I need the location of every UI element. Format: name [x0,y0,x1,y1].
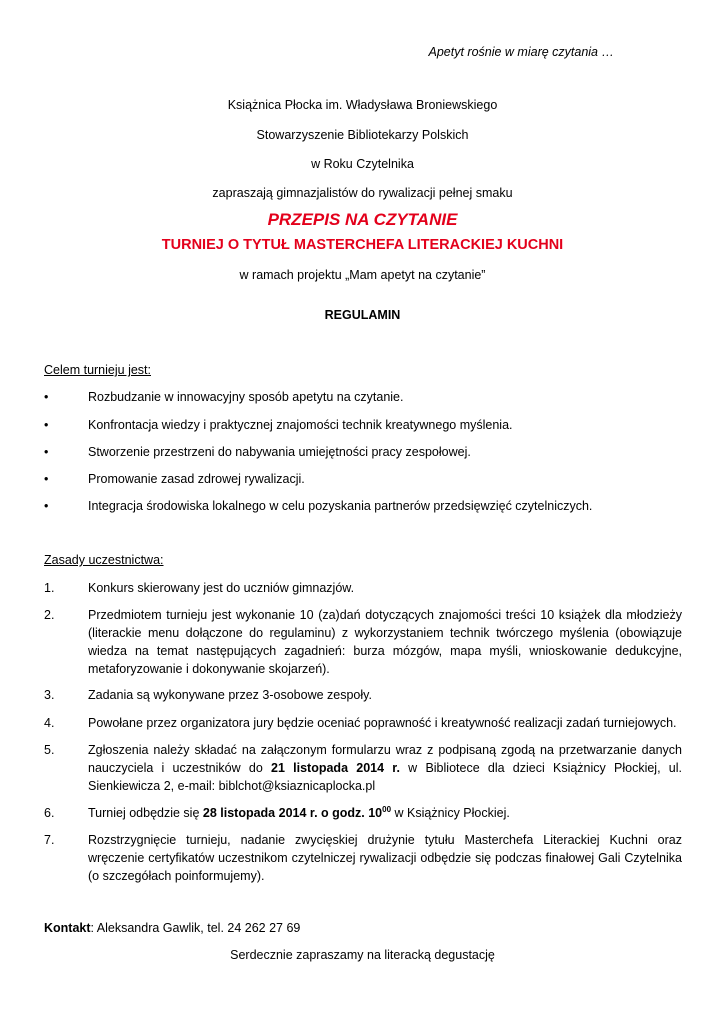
goal-text: Integracja środowiska lokalnego w celu pozyskania partnerów przedsięwzięć czytelniczych. [88,499,593,513]
organizer-association: Stowarzyszenie Bibliotekarzy Polskich [256,128,469,142]
event-date: 28 listopada 2014 r. o godz. 10 [202,806,383,820]
rule-text-part: w Bibliotece dla dzieci Książnicy Płockiej, ul. Sienkiewicza 2, e-mail: biblchot@ksiaznicaplocka.pl [88,761,682,793]
contact-label: Kontakt [44,921,91,935]
rule-text-part: w Książnicy Płockiej. [391,806,510,820]
rule-text-part: Zgłoszenia należy składać na załączonym formularzu wraz z podpisaną zgodą na przetwarzanie danych nauczyciela i uczestników do [88,743,682,775]
rule-text: Powołane przez organizatora jury będzie oceniać poprawność i kreatywność realizacji zadań turniejowych. [88,716,677,730]
rule-text: Zadania są wykonywane przez 3-osobowe zespoły. [88,688,372,702]
organizer-library: Książnica Płocka im. Władysława Broniewskiego [227,98,498,112]
bullet: • [44,499,49,513]
organizer-year: w Roku Czytelnika [311,157,414,171]
invitation-line: zapraszają gimnazjalistów do rywalizacji pełnej smaku [212,186,513,200]
rule-text-part: Turniej odbędzie się [88,806,203,820]
subtitle: TURNIEJ O TYTUŁ MASTERCHEFA LITERACKIEJ KUCHNI [161,237,564,253]
rule-text [88,741,682,795]
rule-text: Przedmiotem turnieju jest wykonanie 10 (za)dań dotyczących znajomości treści 10 książek dla młodzieży (literackie menu dołączone do regulaminu) z wykorzystaniem technik twórczego myślenia (obowiązuje wiedza na temat następujących zagadnień: burza mózgów, mapa myśli, wnioskowanie dedukcyjne, metaforyzowanie i dokonywanie skojarzeń). [88,608,682,676]
bullet: • [44,445,49,459]
rule-number: 7. [44,833,55,847]
contact-line [44,919,300,937]
bullet: • [44,390,49,404]
project-line: w ramach projektu „Mam apetyt na czytanie” [239,268,486,282]
goal-text: Rozbudzanie w innowacyjny sposób apetytu na czytanie. [88,390,404,404]
closing-invitation: Serdecznie zapraszamy na literacką degustację [230,948,495,962]
bullet: • [44,472,49,486]
rule-number: 3. [44,688,55,702]
regulamin-heading: REGULAMIN [324,308,401,322]
rule-text [88,804,682,822]
goals-heading: Celem turnieju jest: [44,363,151,377]
rule-number: 5. [44,743,55,757]
rules-heading: Zasady uczestnictwa: [44,553,164,567]
rule-number: 6. [44,806,55,820]
rule-number: 2. [44,608,55,622]
main-title: PRZEPIS NA CZYTANIE [267,210,458,229]
deadline-date: 21 listopada 2014 r. [271,761,400,775]
rule-text: Rozstrzygnięcie turnieju, nadanie zwycięskiej drużynie tytułu Masterchefa Literackiej Kuchni oraz wręczenie certyfikatów uczestnikom czytelniczej rywalizacji odbędzie się podczas finałowej Gali Czytelnika (o szczegółach poinformujemy). [88,833,682,883]
goal-text: Konfrontacja wiedzy i praktycznej znajomości technik kreatywnego myślenia. [88,418,513,432]
event-time-minutes: 00 [382,805,392,814]
contact-details: : Aleksandra Gawlik, tel. 24 262 27 69 [90,921,301,935]
goal-text: Promowanie zasad zdrowej rywalizacji. [88,472,305,486]
rule-number: 1. [44,581,55,595]
goal-text: Stworzenie przestrzeni do nabywania umiejętności pracy zespołowej. [88,445,471,459]
rule-text: Konkurs skierowany jest do uczniów gimnazjów. [88,581,355,595]
motto: Apetyt rośnie w miarę czytania … [428,45,614,59]
bullet: • [44,418,49,432]
rule-number: 4. [44,716,55,730]
